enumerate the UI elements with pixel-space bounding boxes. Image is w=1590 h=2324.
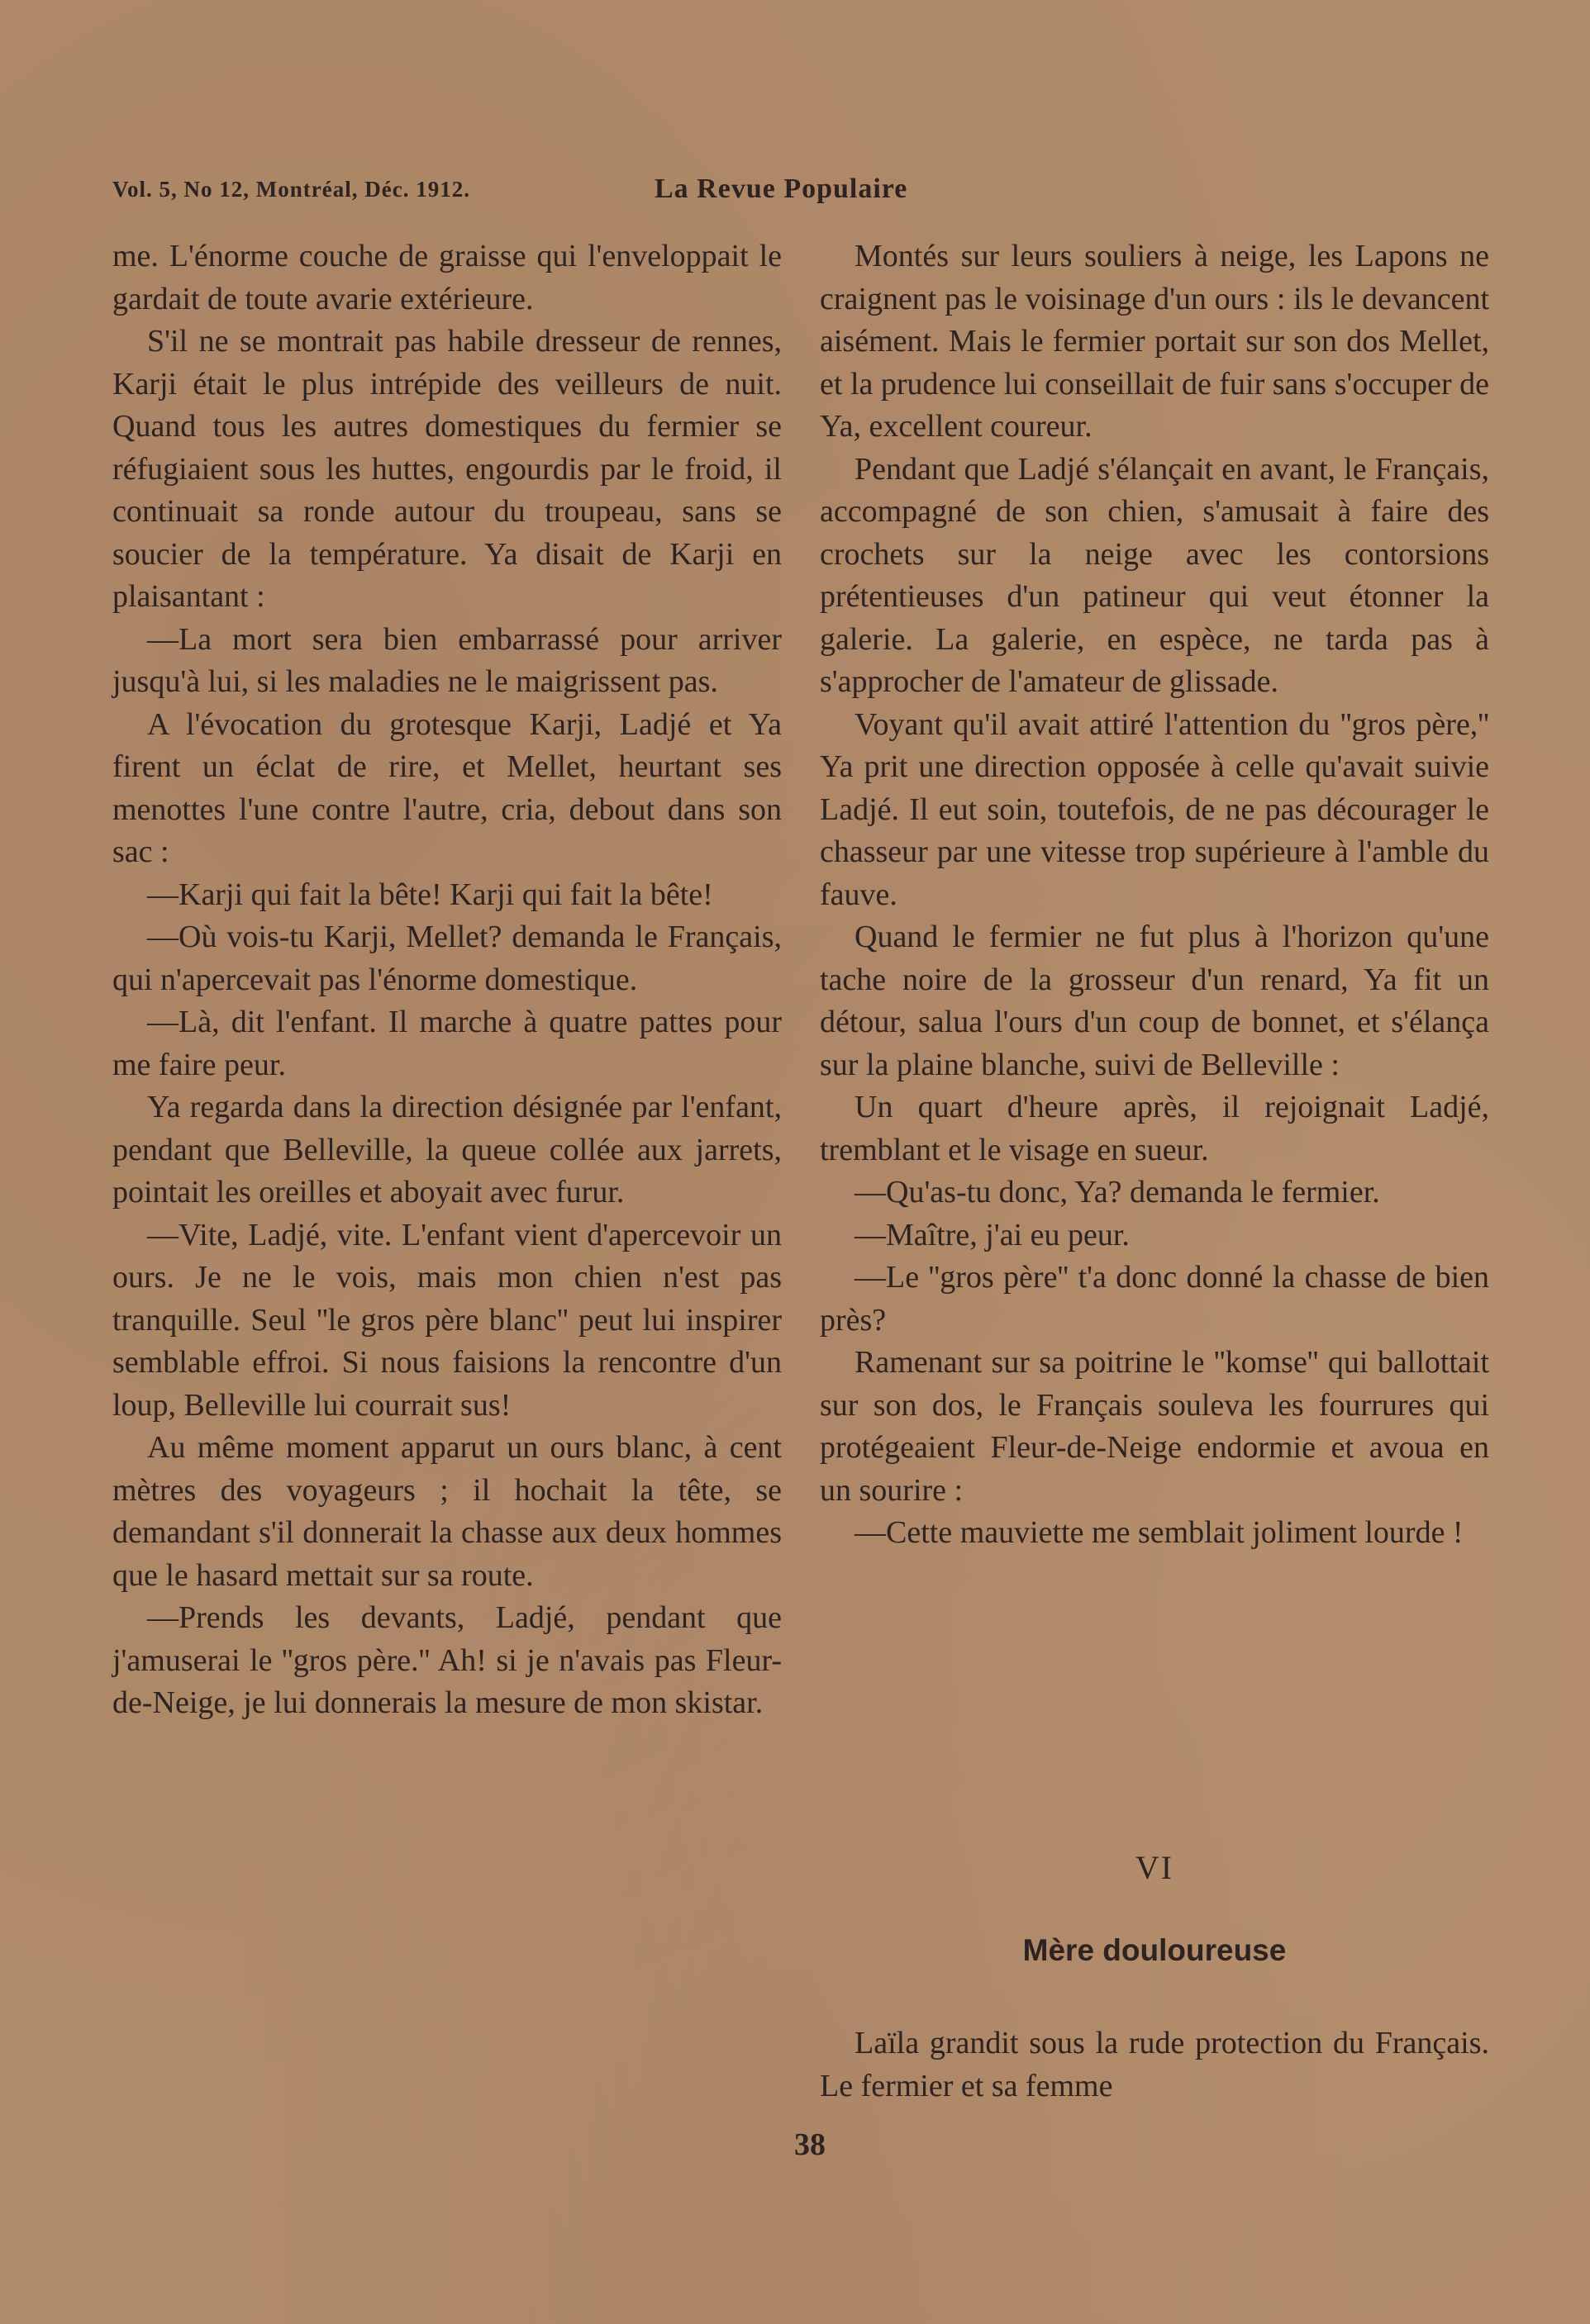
- paragraph: —Vite, Ladjé, vite. L'enfant vient d'apercevoir un ours. Je ne le vois, mais mon chien n'est pas tranquille. Seul ''le gros père blanc'' peut lui inspirer semblable effroi. Si nous faisions la rencontre d'un loup, Belleville lui courrait sus!: [112, 1217, 782, 1423]
- paragraph: —Où vois-tu Karji, Mellet? demanda le Français, qui n'apercevait pas l'énorme domestique.: [112, 920, 782, 997]
- paragraph: Pendant que Ladjé s'élançait en avant, le Français, accompagné de son chien, s'amusait à faire des crochets sur la neige avec les contorsions prétentieuses d'un patineur qui veut étonner la galerie. La galerie, en espèce, ne tarda pas à s'approcher de l'amateur de glissade.: [820, 451, 1489, 699]
- paragraph: me. L'énorme couche de graisse qui l'enveloppait le gardait de toute avarie extérieure.: [112, 239, 782, 316]
- paragraph: —Là, dit l'enfant. Il marche à quatre pattes pour me faire peur.: [112, 1005, 782, 1082]
- volume-line: Vol. 5, No 12, Montréal, Déc. 1912.: [112, 177, 470, 202]
- paragraph: Laïla grandit sous la rude protection du Français. Le fermier et sa femme: [820, 2026, 1489, 2103]
- paragraph: Un quart d'heure après, il rejoignait Ladjé, tremblant et le visage en sueur.: [820, 1090, 1489, 1167]
- paragraph: —Qu'as-tu donc, Ya? demanda le fermier.: [855, 1175, 1380, 1210]
- right-column: [820, 235, 1489, 1555]
- paragraph: Ramenant sur sa poitrine le ''komse'' qui ballottait sur son dos, le Français souleva les fourrures qui protégeaient Fleur-de-Neige endormie et avoua en un sourire :: [820, 1345, 1489, 1508]
- paragraph: —Karji qui fait la bête! Karji qui fait la bête!: [147, 877, 713, 912]
- section-number: VI: [1135, 1849, 1174, 1886]
- paragraph: A l'évocation du grotesque Karji, Ladjé et Ya firent un éclat de rire, et Mellet, heurtant ses menottes l'une contre l'autre, cria, debout dans son sac :: [112, 706, 782, 869]
- paragraph: —Maître, j'ai eu peur.: [855, 1217, 1130, 1252]
- paragraph: —Prends les devants, Ladjé, pendant que j'amuserai le ''gros père.'' Ah! si je n'avais pas Fleur-de-Neige, je lui donnerais la mesure de mon skistar.: [112, 1600, 782, 1720]
- section-opening: [820, 2022, 1489, 2108]
- left-column: [112, 235, 782, 1725]
- paragraph: Au même moment apparut un ours blanc, à cent mètres des voyageurs ; il hochait la tête, se demandant s'il donnerait la chasse aux deux hommes que le hasard mettait sur sa route.: [112, 1430, 782, 1593]
- paragraph: Quand le fermier ne fut plus à l'horizon qu'une tache noire de la grosseur d'un renard, Ya fit un détour, salua l'ours d'un coup de bonnet, et s'élança sur la plaine blanche, suivi de Belleville :: [820, 920, 1489, 1082]
- publication-title: La Revue Populaire: [655, 173, 908, 204]
- paragraph: Voyant qu'il avait attiré l'attention du ''gros père,'' Ya prit une direction opposée à celle qu'avait suivie Ladjé. Il eut soin, toutefois, de ne pas décourager le chasseur par une vitesse trop supérieure à l'amble du fauve.: [820, 706, 1489, 912]
- paragraph: S'il ne se montrait pas habile dresseur de rennes, Karji était le plus intrépide des veilleurs de nuit. Quand tous les autres domestiques du fermier se réfugiaient sous les huttes, engourdis par le froid, il continuait sa ronde autour du troupeau, sans se soucier de la température. Ya disait de Karji en plaisantant :: [112, 324, 782, 614]
- section-title: Mère douloureuse: [1022, 1933, 1287, 1967]
- paragraph: Montés sur leurs souliers à neige, les Lapons ne craignent pas le voisinage d'un ours : ils le devancent aisément. Mais le fermier portait sur son dos Mellet, et la prudence lui conseillait de fuir sans s'occuper de Ya, excellent coureur.: [820, 239, 1489, 444]
- page-number: 38: [794, 2127, 826, 2162]
- paragraph: —Cette mauviette me semblait joliment lourde !: [855, 1515, 1464, 1550]
- paragraph: Ya regarda dans la direction désignée par l'enfant, pendant que Belleville, la queue collée aux jarrets, pointait les oreilles et aboyait avec furur.: [112, 1090, 782, 1210]
- paragraph: —La mort sera bien embarrassé pour arriver jusqu'à lui, si les maladies ne le maigrissent pas.: [112, 621, 782, 699]
- paragraph: —Le ''gros père'' t'a donc donné la chasse de bien près?: [820, 1260, 1489, 1338]
